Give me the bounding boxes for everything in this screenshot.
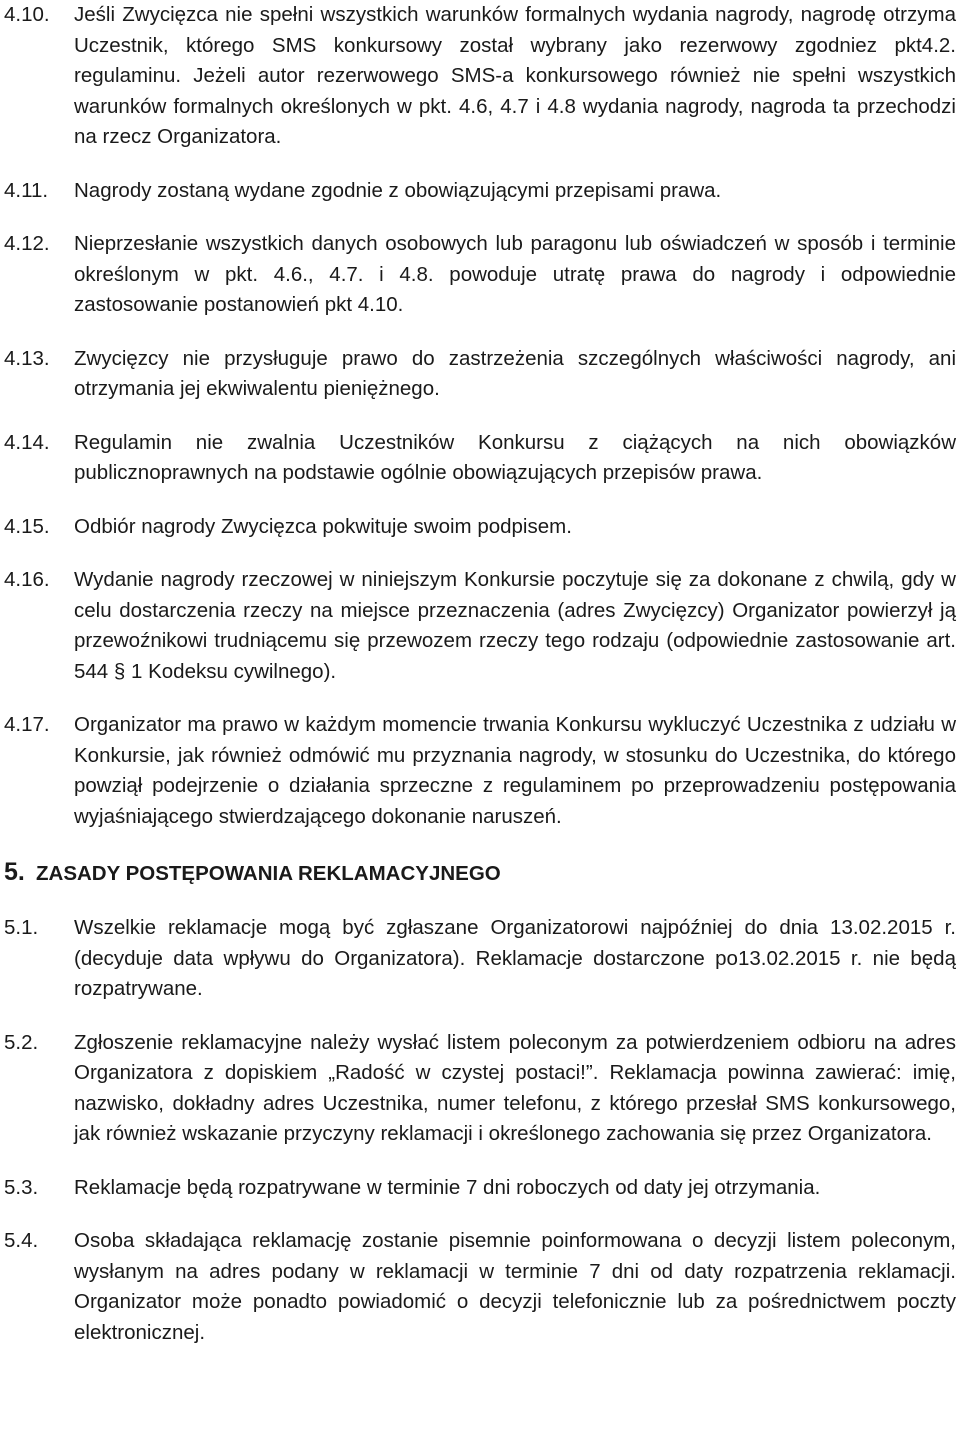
clause-5-4 — [4, 1226, 956, 1348]
clause-4-11 — [4, 176, 956, 207]
clause-text: Reklamacje będą rozpatrywane w terminie 7 dni roboczych od daty jej otrzymania. — [74, 1175, 821, 1199]
clause-text: Wydanie nagrody rzeczowej w niniejszym Konkursie poczytuje się za dokonane z chwilą, gdy w celu dostarczenia rzeczy na miejsce przeznaczenia (adres Zwycięzcy) Organizator powierzył ją przewoźnikowi trudniącemu się przewozem rzeczy tego rodzaju (odpowiednie zastosowanie art. 544 § 1 Kodeksu cywilnego). — [74, 568, 956, 683]
clause-number: 4.15. — [4, 514, 50, 538]
section-heading — [4, 856, 956, 890]
clause-text: Nieprzesłanie wszystkich danych osobowych lub paragonu lub oświadczeń w sposób i terminie określonym w pkt. 4.6., 4.7. i 4.8. powoduje utratę prawa do nagrody i odpowiednie zastosowanie postanowień pkt 4.10. — [74, 232, 956, 316]
clause-4-14 — [4, 428, 956, 489]
clause-text: Regulamin nie zwalnia Uczestników Konkursu z ciążących na nich obowiązków publicznoprawnych na podstawie ogólnie obowiązujących przepisów prawa. — [74, 430, 956, 484]
clause-number: 4.13. — [4, 346, 50, 370]
clause-4-15 — [4, 512, 956, 543]
clause-number: 4.16. — [4, 568, 50, 591]
clause-number: 4.11. — [4, 178, 49, 202]
clause-5-2 — [4, 1028, 956, 1150]
section-number: 5. — [4, 858, 25, 886]
clause-number: 5.4. — [4, 1229, 39, 1252]
clause-text: Jeśli Zwycięzca nie spełni wszystkich warunków formalnych wydania nagrody, nagrodę otrzyma Uczestnik, którego SMS konkursowy został wybrany jako rezerwowy zgodniez pkt4.2. regulaminu. Jeżeli autor rezerwowego SMS-a konkursowego również nie spełni wszystkich warunków formalnych określonych w pkt. 4.6, 4.7 i 4.8 wydania nagrody, nagroda ta przechodzi na rzecz Organizatora. — [74, 3, 956, 148]
clause-text: Nagrody zostaną wydane zgodnie z obowiązującymi przepisami prawa. — [74, 178, 722, 202]
clause-text: Wszelkie reklamacje mogą być zgłaszane Organizatorowi najpóźniej do dnia 13.02.2015 r. (decyduje data wpływu do Organizatora). Reklamacje dostarczone po13.02.2015 r. nie będą rozpatrywane. — [74, 916, 956, 1000]
clause-number: 5.2. — [4, 1030, 39, 1054]
clause-number: 4.12. — [4, 232, 50, 255]
clause-number: 5.1. — [4, 916, 39, 939]
clause-text: Organizator ma prawo w każdym momencie trwania Konkursu wykluczyć Uczestnika z udziału w Konkursie, jak również odmówić mu przyznania nagrody, w stosunku do Uczestnika, do którego powziął podejrzenie o działania sprzeczne z regulaminem po przeprowadzeniu postępowania wyjaśniającego stwierdzającego dokonanie naruszeń. — [74, 713, 956, 828]
section-title: ZASADY POSTĘPOWANIA REKLAMACYJNEGO — [36, 862, 501, 885]
clause-text: Osoba składająca reklamację zostanie pisemnie poinformowana o decyzji listem poleconym, wysłanym na adres podany w reklamacji w terminie 7 dni od daty rozpatrzenia reklamacji. Organizator może ponadto powiadomić o decyzji telefonicznie lub za pośrednictwem poczty elektronicznej. — [74, 1229, 956, 1344]
clause-4-16 — [4, 565, 956, 687]
clause-5-1 — [4, 913, 956, 1005]
clause-text: Zwycięzcy nie przysługuje prawo do zastrzeżenia szczególnych właściwości nagrody, ani otrzymania jej ekwiwalentu pieniężnego. — [74, 346, 956, 400]
clause-number: 4.10. — [4, 3, 50, 26]
clause-4-12 — [4, 229, 956, 321]
clause-4-10 — [4, 0, 956, 153]
clause-4-13 — [4, 344, 956, 405]
clause-4-17 — [4, 710, 956, 832]
clause-number: 4.17. — [4, 713, 50, 736]
clause-number: 4.14. — [4, 430, 50, 454]
clause-5-3 — [4, 1173, 956, 1204]
clause-text: Odbiór nagrody Zwycięzca pokwituje swoim podpisem. — [74, 514, 572, 538]
clause-number: 5.3. — [4, 1175, 39, 1199]
clause-text: Zgłoszenie reklamacyjne należy wysłać listem poleconym za potwierdzeniem odbioru na adres Organizatora z dopiskiem „Radość w czystej postaci!”. Reklamacja powinna zawierać: imię, nazwisko, dokładny adres Uczestnika, numer telefonu, z którego przesłał SMS konkursowego, jak również wskazanie przyczyny reklamacji i określonego zachowania się przez Organizatora. — [74, 1030, 956, 1145]
